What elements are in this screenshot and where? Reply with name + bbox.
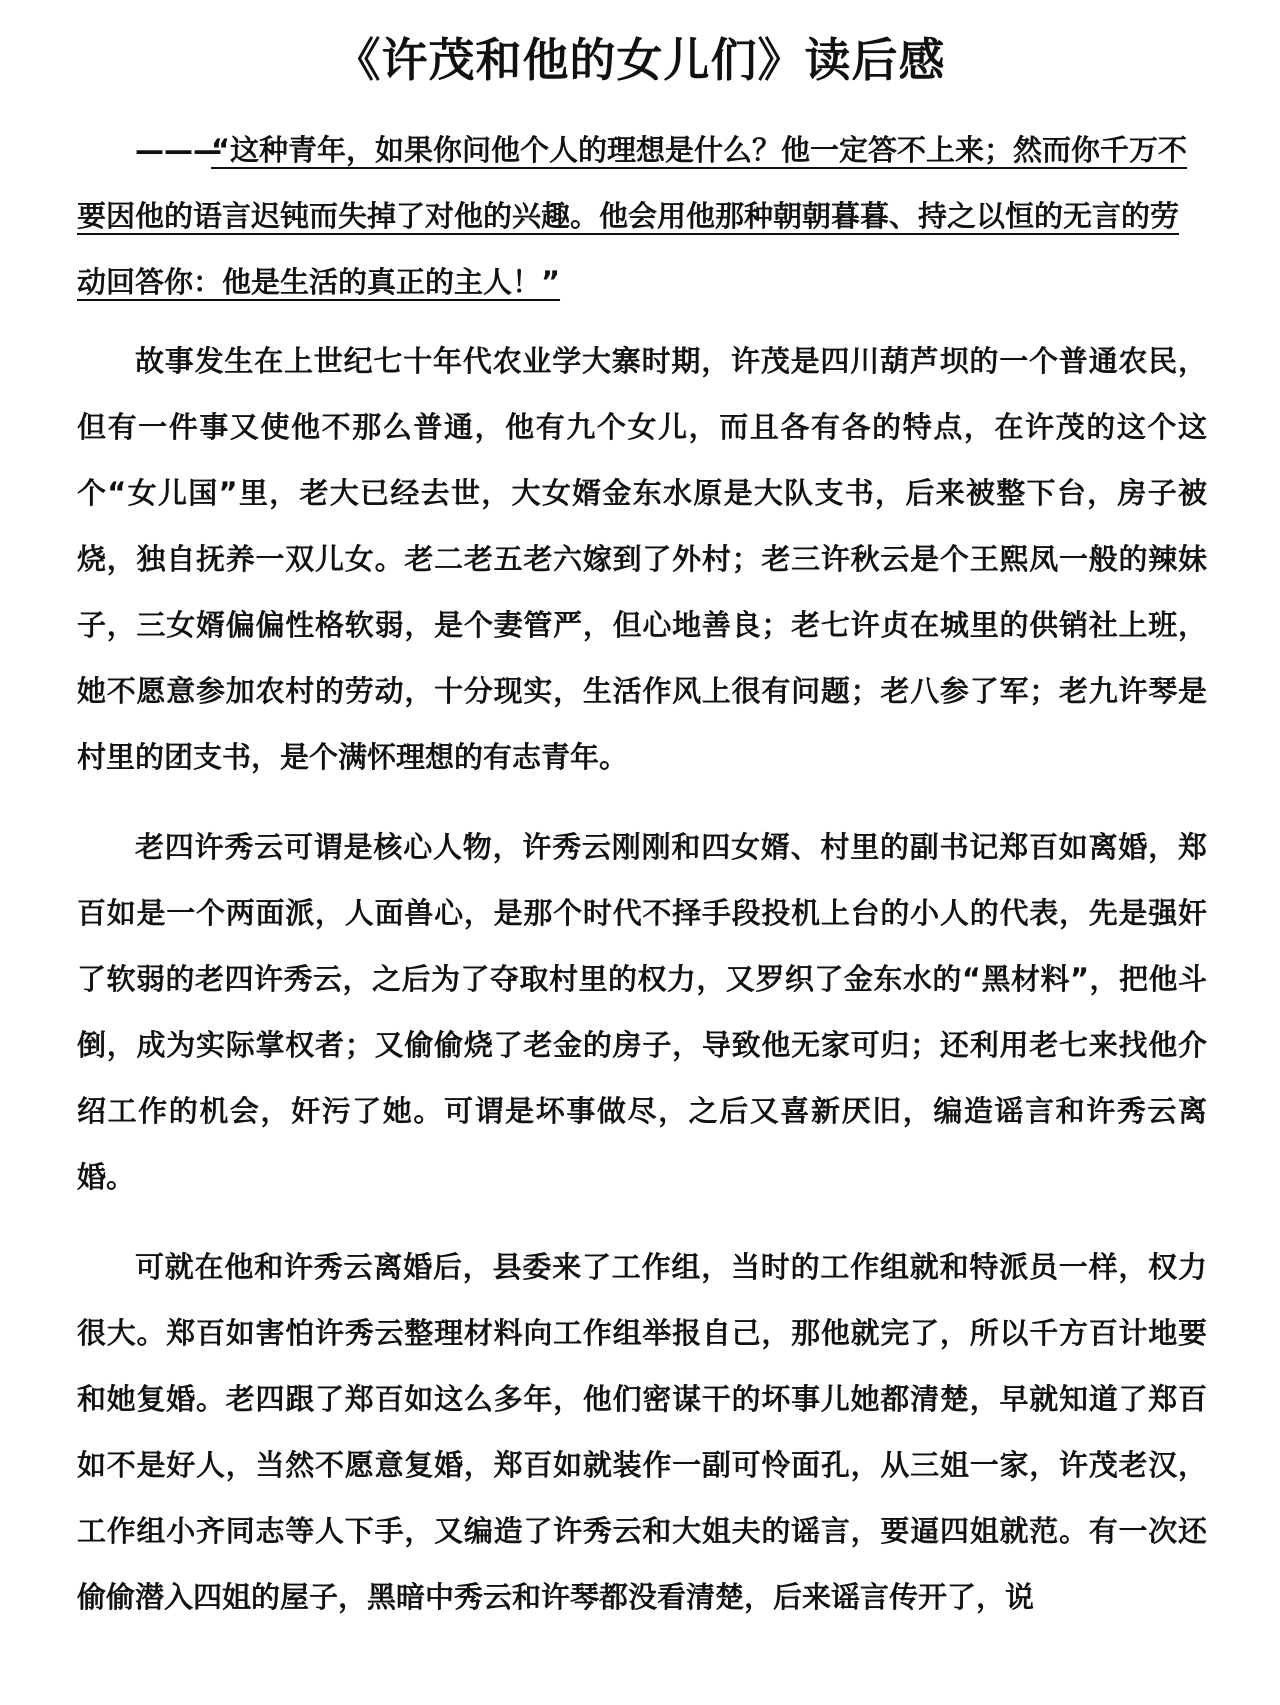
epigraph-quote: “这种青年，如果你问他个人的理想是什么？他一定答不上来；然而你千万不要因他的语言迟钝而失掉了对他的兴趣。他会用他那种朝朝暮暮、持之以恒的无言的劳动回答你：他是生活的真正的主人！” [77, 133, 1188, 299]
page-title: 《许茂和他的女儿们》读后感 [334, 33, 946, 87]
paragraph-1: 故事发生在上世纪七十年代农业学大寨时期，许茂是四川葫芦坝的一个普通农民，但有一件事又使他不那么普通，他有九个女儿，而且各有各的特点，在许茂的这个这个“女儿国”里，老大已经去世，大女婿金东水原是大队支书，后来被整下台，房子被烧，独自抚养一双儿女。老二老五老六嫁到了外村；老三许秋云是个王熙凤一般的辣妹子，三女婿偏偏性格软弱，是个妻管严，但心地善良；老七许贞在城里的供销社上班，她不愿意参加农村的劳动，十分现实，生活作风上很有问题；老八参了军；老九许琴是村里的团支书，是个满怀理想的有志青年。 [77, 344, 1207, 774]
paragraph-3: 可就在他和许秀云离婚后，县委来了工作组，当时的工作组就和特派员一样，权力很大。郑百如害怕许秀云整理材料向工作组举报自己，那他就完了，所以千方百计地要和她复婚。老四跟了郑百如这么多年，他们密谋干的坏事儿她都清楚，早就知道了郑百如不是好人，当然不愿意复婚，郑百如就装作一副可怜面孔，从三姐一家，许茂老汉，工作组小齐同志等人下手，又编造了许秀云和大姐夫的谣言，要逼四姐就范。有一次还偷偷潜入四姐的屋子，黑暗中秀云和许琴都没看清楚，后来谣言传开了，说 [77, 1250, 1207, 1614]
epigraph-dash: ——— [135, 133, 222, 167]
body-text [77, 328, 1207, 1654]
epigraph [77, 117, 1207, 315]
paragraph-2: 老四许秀云可谓是核心人物，许秀云刚刚和四女婿、村里的副书记郑百如离婚，郑百如是一个两面派，人面兽心，是那个时代不择手段投机上台的小人的代表，先是强奸了软弱的老四许秀云，之后为了夺取村里的权力，又罗织了金东水的“黑材料”，把他斗倒，成为实际掌权者；又偷偷烧了老金的房子，导致他无家可归；还利用老七来找他介绍工作的机会，奸污了她。可谓是坏事做尽，之后又喜新厌旧，编造谣言和许秀云离婚。 [77, 830, 1207, 1194]
